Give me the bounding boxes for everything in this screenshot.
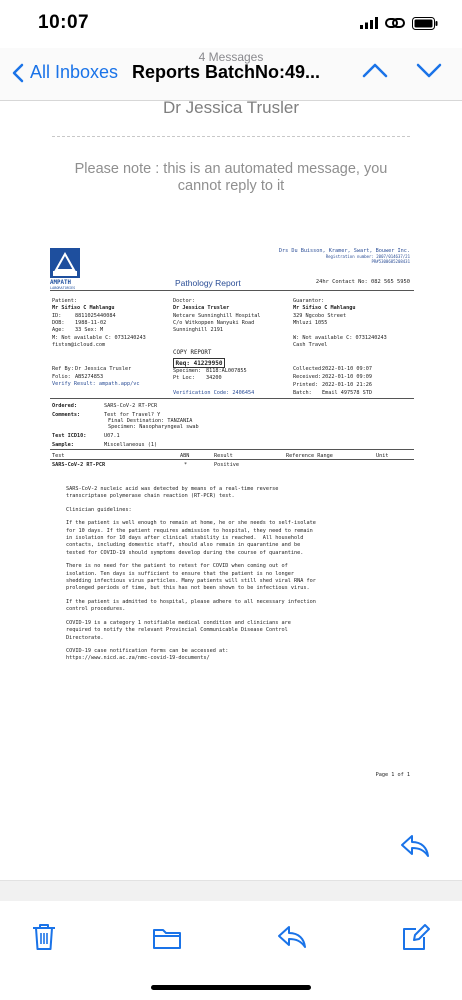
- guarantor-label: Guarantor:: [293, 298, 325, 304]
- dob-label: DOB:: [52, 320, 65, 326]
- test-abn: *: [184, 462, 188, 468]
- battery-icon: [412, 17, 438, 30]
- rule: [50, 449, 414, 450]
- comments-line-3: Specimen: Nasopharyngeal swab: [108, 424, 199, 430]
- trash-button[interactable]: [31, 923, 57, 956]
- report-paragraph: COVID-19 case notification forms can be accessed at: https://www.nicd.ac.za/nmc-covid-19-documents/: [66, 647, 229, 662]
- reply-icon: [277, 925, 307, 949]
- report-body: [66, 486, 416, 669]
- comments-line-1: Test for Travel? Y: [104, 412, 161, 418]
- back-button[interactable]: [12, 62, 118, 83]
- guarantor-contact: W: Not available C: 0731240243: [293, 335, 387, 341]
- status-bar: [0, 0, 462, 48]
- batch-label: Batch:: [293, 390, 312, 396]
- report-paragraph: If the patient is well enough to remain at home, he or she needs to self-isolate for 10 days. If the patient requires admission to hospital, they need to remain in isolation for 10 days after clinical stability is reached. All household contacts, including domestic staff, should also remain in quarantine and be tested for COVID-19 should symptoms develop during the course of quarantine.: [66, 520, 316, 556]
- chevron-up-icon[interactable]: [362, 62, 388, 78]
- guarantor-address-2: Mhluzi 1055: [293, 320, 328, 326]
- automated-notice: Please note : this is an automated message, you cannot reply to it: [74, 161, 388, 194]
- col-reference-range: Reference Range: [286, 453, 333, 459]
- req-label: Req:: [175, 359, 190, 367]
- comments-label: Comments:: [52, 412, 81, 418]
- signal-icon: [360, 17, 378, 29]
- message-count: 4 Messages: [198, 50, 264, 64]
- pathology-report: [42, 240, 422, 800]
- printed-value: 2022-01-10 21:26: [322, 382, 372, 388]
- compose-button[interactable]: [402, 923, 430, 956]
- doctor-name: Dr Jessica Trusler: [173, 305, 230, 311]
- id-value: 8811025440084: [75, 313, 116, 319]
- thread-divider: [0, 880, 462, 901]
- reply-toolbar-button[interactable]: [277, 925, 307, 954]
- trash-icon: [31, 923, 57, 951]
- ampath-logo: [50, 248, 80, 278]
- sender-name: Dr Jessica Trusler: [162, 98, 300, 117]
- folio-value: AB5274853: [75, 374, 104, 380]
- page-number: Page 1 of 1: [375, 772, 410, 778]
- chevron-left-icon: [12, 63, 24, 83]
- col-test: Test: [52, 453, 65, 459]
- col-abn: ABN: [180, 453, 190, 459]
- id-label: ID:: [52, 313, 62, 319]
- verification-code: Verification Code: 2406454: [173, 390, 255, 396]
- collected-label: Collected:: [293, 366, 325, 372]
- folder-icon: [152, 926, 182, 950]
- compose-icon: [402, 923, 430, 951]
- registration: Registration number: 2007/014637/21: [325, 254, 410, 259]
- pr-number: PR#5300685208431: [371, 259, 410, 264]
- rule: [50, 398, 414, 399]
- icd-value: U07.1: [104, 433, 120, 439]
- chevron-down-icon[interactable]: [416, 62, 442, 78]
- doctor-address-1: Netcare Sunninghill Hospital: [173, 313, 261, 319]
- report-paragraph: There is no need for the patient to retest for COVID when coming out of isolation. Ten days is sufficient to ensure that the patient is no longer shedding infectious virus particles. Many patients will still shed viral RNA for prolonged periods of time, but this has not been shown to be infectious virus.: [66, 563, 316, 592]
- age-label: Age:: [52, 327, 65, 333]
- lab-subtitle: LABORATORIES: [50, 286, 76, 290]
- report-title: Pathology Report: [175, 278, 241, 288]
- ptloc-value: 34200: [206, 375, 222, 381]
- received-label: Received:: [293, 374, 322, 380]
- doctor-address-2: C/o Witkoppen Nanyuki Road: [173, 320, 255, 326]
- test-name: SARS-CoV-2 RT-PCR: [52, 462, 106, 468]
- verify-link: Verify Result: ampath.app/vc: [52, 381, 140, 387]
- age-value: 33 Sex: M: [75, 327, 104, 333]
- patient-email: fistsm@icloud.com: [52, 342, 106, 348]
- patient-contact: M: Not available C: 0731240243: [52, 335, 146, 341]
- refby-label: Ref By:: [52, 366, 74, 372]
- sample-label: Sample:: [52, 442, 74, 448]
- copy-report: COPY REPORT: [173, 350, 212, 356]
- contact-number: 24hr Contact No: 082 565 5950: [315, 279, 410, 285]
- folio-label: Folio:: [52, 374, 71, 380]
- ptloc-label: Pt Loc:: [173, 375, 195, 381]
- received-value: 2022-01-10 09:09: [322, 374, 372, 380]
- ordered-value: SARS-CoV-2 RT-PCR: [104, 403, 158, 409]
- patient-label: Patient:: [52, 298, 77, 304]
- status-icons: [360, 16, 438, 30]
- icd-label: Test ICD10:: [52, 433, 87, 439]
- rule: [50, 290, 414, 291]
- bottom-toolbar: [0, 905, 462, 980]
- message-nav-arrows: [362, 62, 442, 78]
- ordered-label: Ordered:: [52, 403, 77, 409]
- collected-value: 2022-01-10 09:07: [322, 366, 372, 372]
- patient-name: Mr Sifiso C Mahlangu: [52, 305, 115, 311]
- report-paragraph: SARS-CoV-2 nucleic acid was detected by means of a real-time reverse transcriptase polymerase chain reaction (RT-PCR) test.: [66, 486, 279, 500]
- practice-name: Drs Du Buisson, Kramer, Swart, Bouwer Inc.: [278, 248, 410, 254]
- link-icon: [385, 16, 405, 30]
- rule: [50, 459, 414, 460]
- comments-line-2: Final Destination: TANZANIA: [108, 418, 193, 424]
- batch-value: Email 497578 STD: [322, 390, 372, 396]
- reply-icon: [400, 834, 430, 858]
- dob-value: 1988-11-02: [75, 320, 107, 326]
- doctor-address-3: Sunninghill 2191: [173, 327, 223, 333]
- report-paragraph: If the patient is admitted to hospital, please adhere to all necessary infection control procedures.: [66, 598, 316, 613]
- nav-bar: [0, 48, 462, 101]
- doctor-label: Doctor:: [173, 298, 195, 304]
- divider: [52, 136, 410, 137]
- guarantor-name: Mr Sifiso C Mahlangu: [293, 305, 356, 311]
- lab-name: AMPATH: [50, 280, 71, 286]
- reply-button[interactable]: [400, 834, 430, 863]
- guarantor-payment: Cash Travel: [293, 342, 328, 348]
- guarantor-address-1: 329 Ngcobo Street: [293, 313, 347, 319]
- col-result: Result: [214, 453, 233, 459]
- move-folder-button[interactable]: [152, 926, 182, 955]
- email-subject: Reports BatchNo:49...: [132, 62, 321, 82]
- report-paragraph: Clinician guidelines:: [66, 506, 132, 513]
- status-time: 10:07: [38, 12, 90, 33]
- test-result: Positive: [214, 462, 239, 468]
- refby-value: Dr Jessica Trusler: [75, 366, 132, 372]
- specimen-label: Specimen:: [173, 368, 202, 374]
- printed-label: Printed:: [293, 382, 318, 388]
- home-indicator: [151, 985, 311, 990]
- report-paragraph: COVID-19 is a category 1 notifiable medical condition and clinicians are required to notify the relevant Provincial Communicable Disease Control Directorate.: [66, 619, 291, 641]
- req-value: 41229950: [193, 359, 223, 367]
- specimen-value: 8118:AL007855: [206, 368, 247, 374]
- req-box: [173, 358, 225, 368]
- col-unit: Unit: [376, 453, 389, 459]
- back-label: All Inboxes: [30, 62, 119, 82]
- sample-value: Miscellaneous (1): [104, 442, 158, 448]
